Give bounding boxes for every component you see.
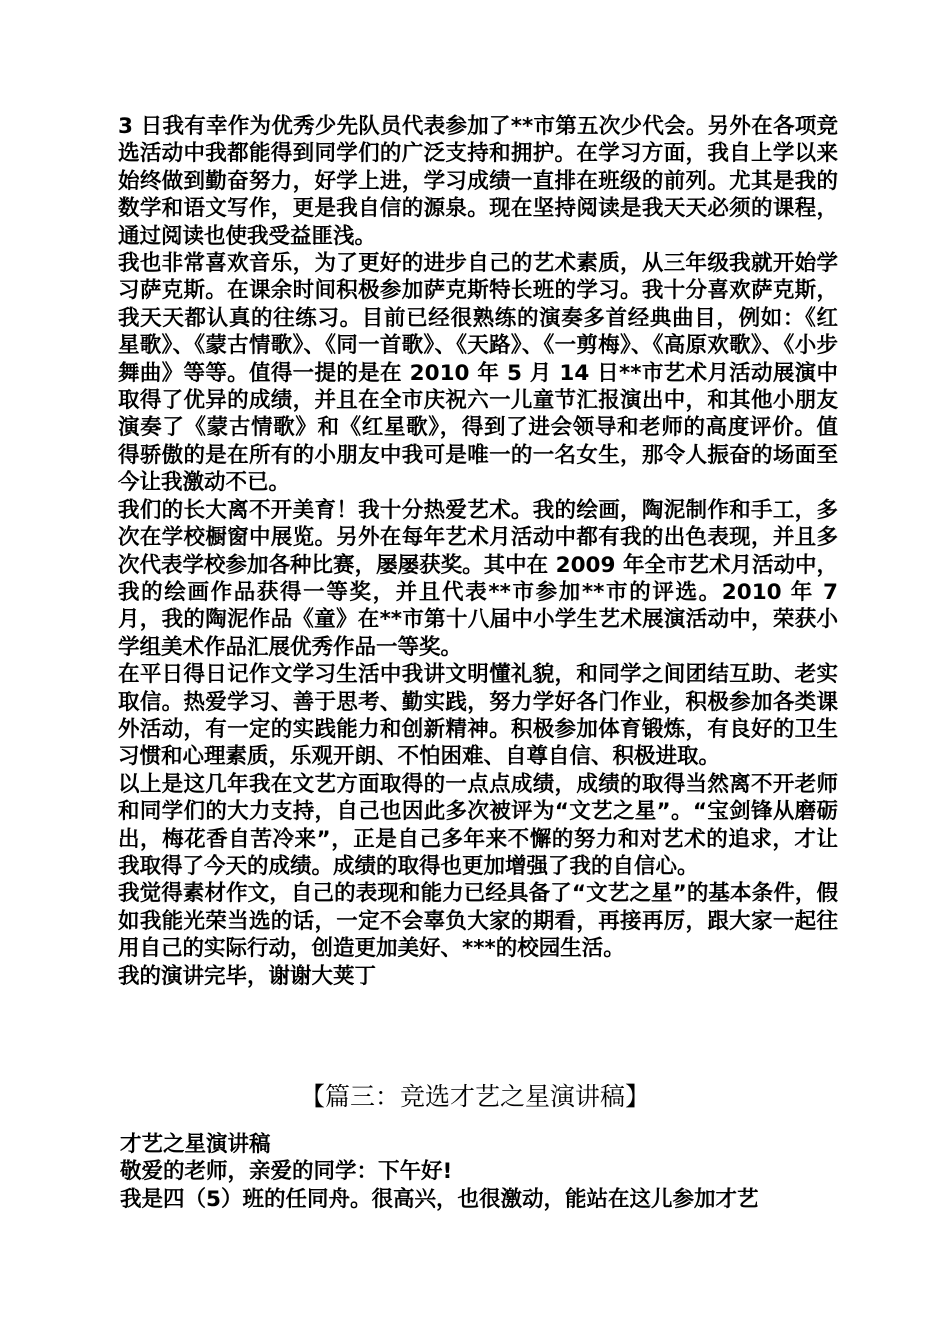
speech-greeting: 敬爱的老师，亲爱的同学：下午好! bbox=[120, 1159, 453, 1185]
body-text bbox=[118, 113, 838, 990]
paragraph-candidacy: 我觉得素材作文，自己的表现和能力已经具备了“文艺之星”的基本条件，假如我能光荣当选的话，一定不会辜负大家的期看，再接再厉，跟大家一起往用自己的实际行动，创造更加美好、***的校园生活。 bbox=[118, 881, 838, 962]
paragraph-closing: 我的演讲完毕，谢谢大荚丁 bbox=[118, 963, 377, 989]
paragraph-art: 我们的长大离不开美育！我十分热爱艺术。我的绘画，陶泥制作和手工，多次在学校橱窗中展览。另外在每年艺术月活动中都有我的出色表现，并且多次代表学校参加各种比赛，屡屡获奖。其中在 2009 年全市艺术月活动中，我的绘画作品获得一等奖，并且代表**市参加**市的评选。2010 年 7 月，我的陶泥作品《童》在**市第十八届中小学生艺术展演活动中，荣获小学组美术作品汇展优秀作品一等奖。 bbox=[118, 497, 838, 660]
section-heading: 【篇三：竞选才艺之星演讲稿】 bbox=[299, 1082, 650, 1111]
paragraph-study-life: 在平日得日记作文学习生活中我讲文明懂礼貌，和同学之间团结互助、老实取信。热爱学习、善于思考、勤实践，努力学好各门作业，积极参加各类课外活动，有一定的实践能力和创新精神。积极参加体育锻炼，有良好的卫生习惯和心理素质，乐观开朗、不怕困难、自尊自信、积极进取。 bbox=[118, 662, 838, 770]
speech-opening bbox=[120, 1131, 840, 1213]
paragraph-summary: 以上是这几年我在文艺方面取得的一点点成绩，成绩的取得当然离不开老师和同学们的大力支持，自己也因此多次被评为“文艺之星”。“宝剑锋从磨砺出，梅花香自苦冷来”，正是自己多年来不懈的努力和对艺术的追求，才让我取得了今天的成绩。成绩的取得也更加增强了我的自信心。 bbox=[118, 771, 838, 879]
paragraph-achievements: 3 日我有幸作为优秀少先队员代表参加了**市第五次少代会。另外在各项竞选活动中我都能得到同学们的广泛支持和拥护。在学习方面，我自上学以来始终做到勤奋努力，好学上进，学习成绩一直排在班级的前列。尤其是我的数学和语文写作，更是我自信的源泉。现在坚持阅读是我天天必须的课程，通过阅读也使我受益匪浅。 bbox=[118, 114, 838, 249]
paragraph-music: 我也非常喜欢音乐，为了更好的进步自己的艺术素质，从三年级我就开始学习萨克斯。在课余时间积极参加萨克斯特长班的学习。我十分喜欢萨克斯，我天天都认真的往练习。目前已经很熟练的演奏多首经典曲目，例如：《红星歌》、《蒙古情歌》、《同一首歌》、《天路》、《一剪梅》、《高原欢歌》、《小步舞曲》等等。值得一提的是在 2010 年 5 月 14 日**市艺术月活动展演中取得了优异的成绩，并且在全市庆祝六一儿童节汇报演出中，和其他小朋友演奏了《蒙古情歌》和《红星歌》，得到了进会领导和老师的高度评价。值得骄傲的是在所有的小朋友中我可是唯一的一名女生，那令人振奋的场面至今让我激动不已。 bbox=[118, 251, 838, 496]
speech-title: 才艺之星演讲稿 bbox=[120, 1132, 271, 1157]
speech-intro: 我是四（5）班的任同舟。很高兴，也很激动，能站在这儿参加才艺 bbox=[120, 1186, 759, 1212]
